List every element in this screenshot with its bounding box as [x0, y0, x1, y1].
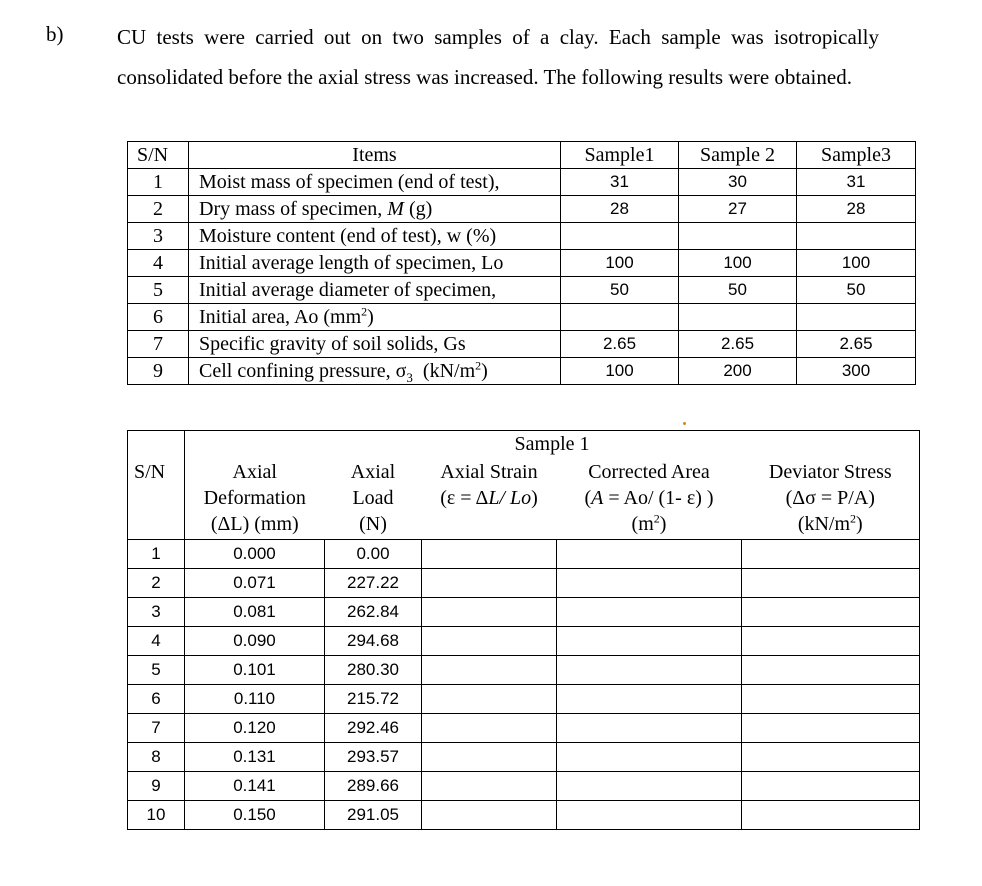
axial-strain-header: Axial Strain (ε = ΔL/ Lo): [422, 457, 557, 540]
row-item: Cell confining pressure, $\sigma_3$ $(kN/m^2)$: [189, 358, 561, 385]
row-item: Dry mass of specimen, M (g): [189, 196, 561, 223]
specimen-properties-table: [127, 141, 916, 385]
row-sample2: [679, 223, 797, 250]
row-strain: [422, 743, 557, 772]
row-sample3: 28: [797, 196, 916, 223]
row-deformation: 0.071: [185, 569, 325, 598]
table-row: [128, 277, 916, 304]
table-row: [128, 304, 916, 331]
row-sn: 6: [128, 304, 189, 331]
sn-header: S/N: [128, 431, 185, 540]
row-stress: [742, 772, 920, 801]
row-load: 291.05: [325, 801, 422, 830]
row-stress: [742, 685, 920, 714]
row-item: Initial average diameter of specimen,: [189, 277, 561, 304]
table-row: [128, 169, 916, 196]
row-area: [557, 772, 742, 801]
row-strain: [422, 540, 557, 569]
sample2-header: Sample 2: [679, 142, 797, 169]
row-area: [557, 627, 742, 656]
row-strain: [422, 685, 557, 714]
table-row: [128, 801, 920, 830]
row-sn: 1: [128, 540, 185, 569]
stray-mark: [683, 422, 686, 425]
table-row: [128, 656, 920, 685]
row-deformation: 0.110: [185, 685, 325, 714]
table-row: [128, 223, 916, 250]
table-row: [128, 358, 916, 385]
row-item: Moisture content (end of test), w (%): [189, 223, 561, 250]
row-sample2: 100: [679, 250, 797, 277]
row-load: 262.84: [325, 598, 422, 627]
row-area: [557, 569, 742, 598]
row-stress: [742, 801, 920, 830]
row-area: [557, 801, 742, 830]
row-sample3: 100: [797, 250, 916, 277]
row-sample3: 31: [797, 169, 916, 196]
row-sample3: [797, 304, 916, 331]
row-deformation: 0.000: [185, 540, 325, 569]
axial-load-header: Axial Load (N): [325, 457, 422, 540]
row-strain: [422, 627, 557, 656]
row-sn: 5: [128, 656, 185, 685]
row-load: 280.30: [325, 656, 422, 685]
row-sample1: 2.65: [561, 331, 679, 358]
row-deformation: 0.120: [185, 714, 325, 743]
row-sample3: 2.65: [797, 331, 916, 358]
row-sn: 7: [128, 331, 189, 358]
table-row: [128, 772, 920, 801]
row-sample2: 50: [679, 277, 797, 304]
row-deformation: 0.090: [185, 627, 325, 656]
row-load: 289.66: [325, 772, 422, 801]
row-sn: 3: [128, 598, 185, 627]
table1-header-row: [128, 142, 916, 169]
row-stress: [742, 627, 920, 656]
row-strain: [422, 656, 557, 685]
row-strain: [422, 569, 557, 598]
row-deformation: 0.131: [185, 743, 325, 772]
table-row: [128, 196, 916, 223]
sample1-header: Sample1: [561, 142, 679, 169]
sn-header: S/N: [128, 142, 189, 169]
row-area: [557, 743, 742, 772]
row-sn: 4: [128, 250, 189, 277]
row-sn: 9: [128, 358, 189, 385]
row-sn: 5: [128, 277, 189, 304]
row-sample1: [561, 304, 679, 331]
row-sn: 1: [128, 169, 189, 196]
row-stress: [742, 569, 920, 598]
table2-header-row: [128, 457, 920, 540]
row-load: 292.46: [325, 714, 422, 743]
axial-deformation-header: Axial Deformation (ΔL) (mm): [185, 457, 325, 540]
sample1-results-table: [127, 430, 920, 830]
row-deformation: 0.101: [185, 656, 325, 685]
deviator-stress-header: Deviator Stress (Δσ = P/A) $(kN/m^2)$: [742, 457, 920, 540]
table-row: [128, 714, 920, 743]
row-load: 293.57: [325, 743, 422, 772]
row-item: Initial area, Ao $(mm^2)$: [189, 304, 561, 331]
row-sample2: 27: [679, 196, 797, 223]
row-sample2: 2.65: [679, 331, 797, 358]
sample1-title: Sample 1: [185, 431, 920, 458]
row-sn: 2: [128, 196, 189, 223]
row-strain: [422, 801, 557, 830]
row-sn: 7: [128, 714, 185, 743]
row-deformation: 0.150: [185, 801, 325, 830]
row-sn: 2: [128, 569, 185, 598]
row-sample1: 28: [561, 196, 679, 223]
table-row: [128, 250, 916, 277]
row-strain: [422, 772, 557, 801]
table-row: [128, 569, 920, 598]
row-sn: 8: [128, 743, 185, 772]
table-row: [128, 627, 920, 656]
row-sn: 10: [128, 801, 185, 830]
row-stress: [742, 598, 920, 627]
row-sample1: 31: [561, 169, 679, 196]
row-stress: [742, 656, 920, 685]
row-load: 215.72: [325, 685, 422, 714]
row-sample3: [797, 223, 916, 250]
row-sample1: [561, 223, 679, 250]
row-item: Specific gravity of soil solids, Gs: [189, 331, 561, 358]
row-sample1: 50: [561, 277, 679, 304]
row-sn: 9: [128, 772, 185, 801]
row-stress: [742, 714, 920, 743]
row-sample3: 300: [797, 358, 916, 385]
row-load: 294.68: [325, 627, 422, 656]
row-area: [557, 598, 742, 627]
intro-paragraph: CU tests were carried out on two samples of a clay. Each sample was isotropically consolidated before the axial stress was increased. The following results were obtained.: [117, 25, 879, 89]
row-item: Initial average length of specimen, Lo: [189, 250, 561, 277]
table-row: [128, 540, 920, 569]
row-stress: [742, 540, 920, 569]
row-load: 0.00: [325, 540, 422, 569]
row-sn: 4: [128, 627, 185, 656]
sample3-header: Sample3: [797, 142, 916, 169]
row-sn: 6: [128, 685, 185, 714]
row-strain: [422, 598, 557, 627]
row-deformation: 0.141: [185, 772, 325, 801]
row-deformation: 0.081: [185, 598, 325, 627]
table-row: [128, 685, 920, 714]
row-area: [557, 685, 742, 714]
row-sample3: 50: [797, 277, 916, 304]
row-sample2: [679, 304, 797, 331]
row-sample1: 100: [561, 250, 679, 277]
row-strain: [422, 714, 557, 743]
row-load: 227.22: [325, 569, 422, 598]
table-row: [128, 598, 920, 627]
row-sn: 3: [128, 223, 189, 250]
row-sample2: 30: [679, 169, 797, 196]
part-label: b): [46, 22, 64, 46]
row-sample1: 100: [561, 358, 679, 385]
row-item: Moist mass of specimen (end of test),: [189, 169, 561, 196]
corrected-area-header: Corrected Area (A = Ao/ (1- ε) ) $(m^2)$: [557, 457, 742, 540]
table-row: [128, 331, 916, 358]
row-stress: [742, 743, 920, 772]
table-row: [128, 743, 920, 772]
row-area: [557, 540, 742, 569]
items-header: Items: [189, 142, 561, 169]
row-area: [557, 656, 742, 685]
row-sample2: 200: [679, 358, 797, 385]
row-area: [557, 714, 742, 743]
